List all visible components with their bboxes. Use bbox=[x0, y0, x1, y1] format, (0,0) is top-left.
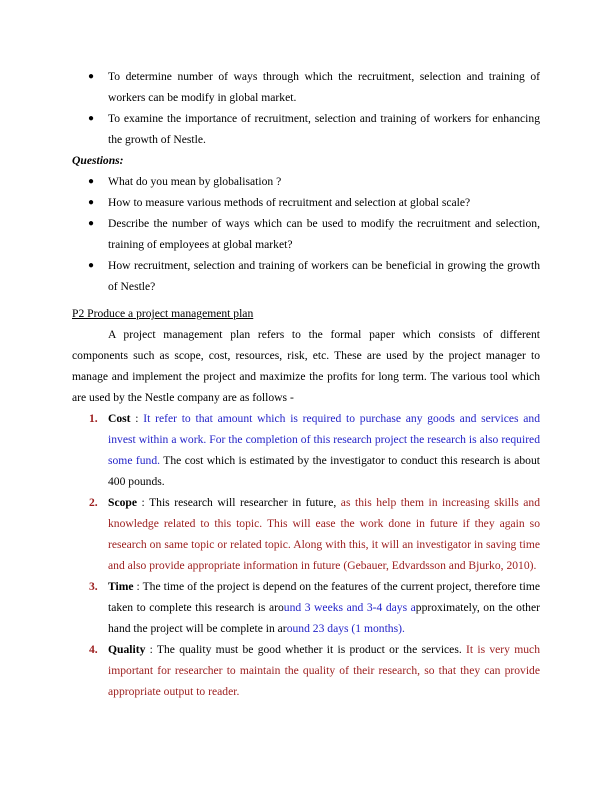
highlighted-text: It is very much important for researcher to maintain the quality of their research, so that they can provide appropriate output to reader. bbox=[108, 643, 540, 698]
separator: : bbox=[136, 496, 150, 509]
tools-list bbox=[72, 408, 540, 702]
tool-item-quality bbox=[72, 639, 540, 702]
bullet-icon: ● bbox=[88, 176, 95, 187]
intro-paragraph: A project management plan refers to the formal paper which consists of different components such as scope, cost, resources, risk, etc. These are used by the project manager to manage and implement the project and maximize the profits for long term. The various tool which are used by the Nestle company are as follows - bbox=[72, 328, 540, 404]
term-label: Quality bbox=[108, 643, 146, 656]
term-label: Scope bbox=[108, 496, 137, 509]
body-text: The cost which is estimated by the investigator to conduct this research is about 400 pounds. bbox=[108, 454, 540, 488]
tool-item-time bbox=[72, 576, 540, 639]
body-text: The quality must be good whether it is product or the services. bbox=[156, 643, 467, 656]
item-number: 3. bbox=[89, 580, 98, 593]
questions-list bbox=[72, 171, 540, 297]
term-label: Cost bbox=[108, 412, 131, 425]
list-item bbox=[72, 66, 540, 108]
body-text: This research will researcher in future, bbox=[149, 496, 341, 509]
highlighted-text: It refer to that amount which is required to purchase any goods and services and invest within a work. For the completion of this research project the research is also required some fund. bbox=[108, 412, 540, 467]
bullet-icon: ● bbox=[88, 71, 95, 82]
objective-text: To examine the importance of recruitment, selection and training of workers for enhancing the growth of Nestle. bbox=[108, 112, 540, 146]
list-item bbox=[72, 213, 540, 255]
item-number: 2. bbox=[89, 496, 98, 509]
separator: : bbox=[130, 412, 144, 425]
body-text: The time of the project is depend on the features of the current project, therefore time taken to complete this research is aro bbox=[108, 580, 540, 614]
separator: : bbox=[145, 643, 157, 656]
question-text: How to measure various methods of recruitment and selection at global scale? bbox=[108, 196, 471, 209]
item-number: 1. bbox=[89, 412, 98, 425]
term-label: Time bbox=[108, 580, 134, 593]
question-text: How recruitment, selection and training of workers can be beneficial in growing the growth of Nestle? bbox=[108, 259, 540, 293]
bullet-icon: ● bbox=[88, 197, 95, 208]
section-heading: P2 Produce a project management plan bbox=[72, 307, 254, 320]
highlighted-text: ound 23 days (1 months). bbox=[286, 622, 405, 635]
item-number: 4. bbox=[89, 643, 98, 656]
bullet-icon: ● bbox=[88, 218, 95, 229]
bullet-icon: ● bbox=[88, 260, 95, 271]
highlighted-text: und 3 weeks and 3-4 days a bbox=[283, 601, 416, 614]
list-item bbox=[72, 255, 540, 297]
questions-heading: Questions: bbox=[72, 154, 124, 167]
objective-text: To determine number of ways through which the recruitment, selection and training of workers can be modify in global market. bbox=[108, 70, 540, 104]
tool-item-cost bbox=[72, 408, 540, 492]
question-text: What do you mean by globalisation ? bbox=[108, 175, 282, 188]
list-item bbox=[72, 192, 540, 213]
objectives-list bbox=[72, 66, 540, 150]
body-text: pproximately, on the other hand the project will be complete in ar bbox=[108, 601, 540, 635]
question-text: Describe the number of ways which can be used to modify the recruitment and selection, training of employees at global market? bbox=[108, 217, 540, 251]
tool-item-scope bbox=[72, 492, 540, 576]
document-page bbox=[72, 66, 540, 702]
separator: : bbox=[133, 580, 143, 593]
highlighted-text: as this help them in increasing skills and knowledge related to this topic. This will ease the work done in future if they again so research on same topic or related topic. Along with this, it will an investigator in saving time and also provide appropriate information in future (Gebauer, Edvardsson and Bjurko, 2010). bbox=[108, 496, 540, 572]
list-item bbox=[72, 171, 540, 192]
bullet-icon: ● bbox=[88, 113, 95, 124]
list-item bbox=[72, 108, 540, 150]
